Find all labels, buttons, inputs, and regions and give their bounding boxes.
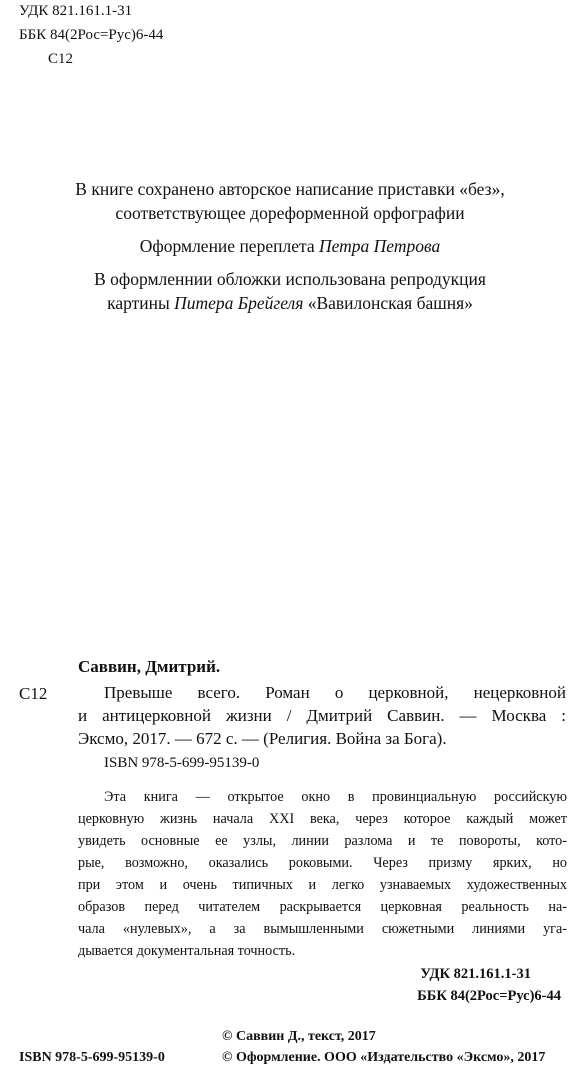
copyright-design: © Оформление. ООО «Издательство «Эксмо», 2017 bbox=[222, 1050, 546, 1065]
footer-isbn: ISBN 978-5-699-95139-0 bbox=[19, 1050, 165, 1065]
cover-note-line1: В оформленнии обложки использована репродукция bbox=[94, 269, 486, 289]
cover-note-line2 bbox=[0, 293, 580, 314]
author-sign: С12 bbox=[48, 51, 74, 67]
udk-code: УДК 821.161.1-31 bbox=[19, 3, 133, 19]
cover-note-prefix: картины bbox=[107, 293, 175, 313]
cover-note-artist: Питера Брейгеля bbox=[174, 293, 304, 313]
entry-author: Саввин, Дмитрий. bbox=[78, 657, 221, 676]
binding-credit-label: Оформление переплета bbox=[139, 236, 319, 256]
annotation-line: при этом и очень типичных и легко узнаваемых художественных bbox=[78, 877, 567, 893]
annotation-line: рые, возможно, оказались роковыми. Через призму ярких, но bbox=[78, 855, 567, 871]
annotation-line: чала «нулевых», а за вымышленными сюжетными линиями уга- bbox=[78, 921, 567, 937]
entry-line-2: и антицерковной жизни / Дмитрий Саввин. — Москва : bbox=[78, 706, 566, 725]
bbk-code: ББК 84(2Рос=Рус)6-44 bbox=[19, 27, 164, 43]
annotation-line: дывается документальная точность. bbox=[78, 943, 296, 959]
annotation-line: церковную жизнь начала XXI века, через которое каждый может bbox=[78, 811, 567, 827]
orthography-note-line2: соответствующее дореформенной орфографии bbox=[115, 203, 465, 223]
entry-line-3: Эксмо, 2017. — 672 с. — (Религия. Война за Бога). bbox=[78, 729, 447, 748]
annotation-line: увидеть основные ее узлы, линии разлома и те повороты, кото- bbox=[78, 833, 567, 849]
orthography-note-line1: В книге сохранено авторское написание приставки «без», bbox=[75, 179, 505, 199]
entry-line-1: Превыше всего. Роман о церковной, нецерковной bbox=[104, 683, 566, 702]
bottom-udk-code: УДК 821.161.1-31 bbox=[420, 966, 531, 982]
annotation-line: образов перед читателем раскрывается церковная реальность на- bbox=[78, 899, 567, 915]
copyright-text: © Саввин Д., текст, 2017 bbox=[222, 1029, 376, 1044]
binding-credit bbox=[0, 236, 580, 257]
bottom-bbk-code: ББК 84(2Рос=Рус)6-44 bbox=[417, 988, 561, 1004]
cover-note-suffix: «Вавилонская башня» bbox=[303, 293, 473, 313]
entry-sign: С12 bbox=[19, 684, 48, 703]
binding-credit-name: Петра Петрова bbox=[318, 236, 441, 256]
annotation-line: Эта книга — открытое окно в провинциальную российскую bbox=[104, 789, 567, 805]
entry-isbn: ISBN 978-5-699-95139-0 bbox=[104, 755, 260, 771]
